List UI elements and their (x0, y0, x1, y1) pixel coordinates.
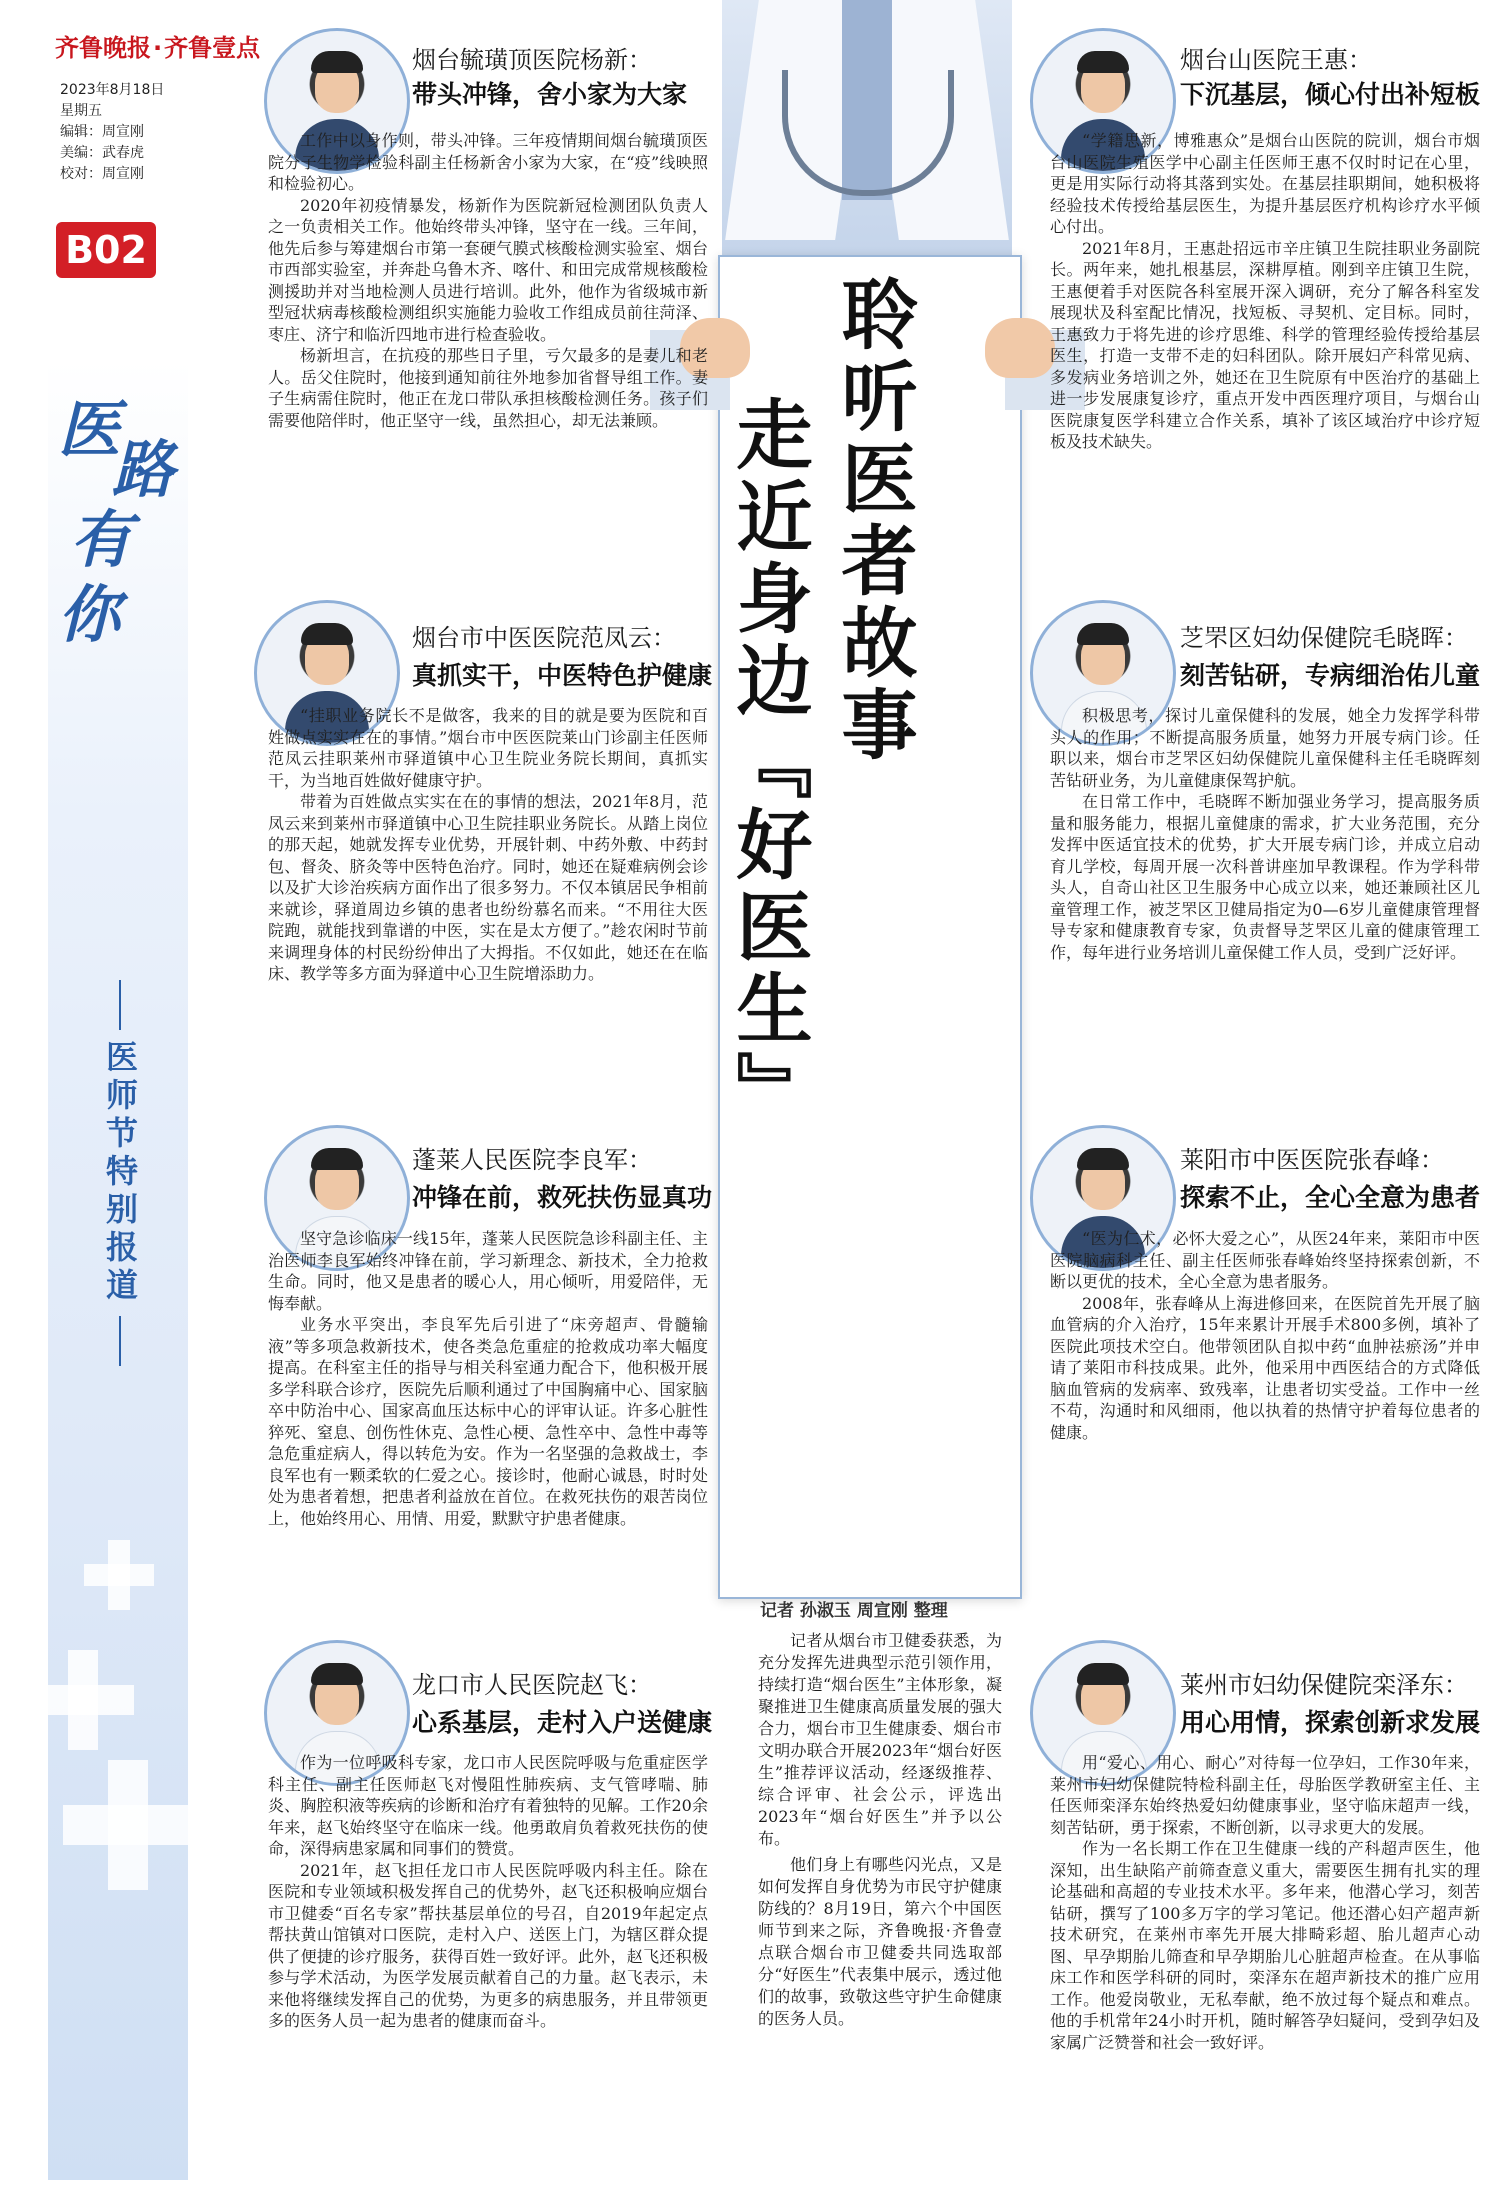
section-paragraph: 在日常工作中，毛晓晖不断加强业务学习，提高服务质量和服务能力，根据儿童健康的需求，扩大业务范围，充分发挥中医适宜技术的优势，扩大开展专病门诊，并成立启动育儿学校，每周开展一次科普讲座加早教课程。作为学科带头人，自奇山社区卫生服务中心成立以来，她还兼顾社区儿童管理工作，被芝罘区卫健局指定为0—6岁儿童健康管理督导专家和健康教育专家，负责督导芝罘区儿童的健康管理工作，每年进行业务培训儿童保健工作人员，受到广泛好评。 (1050, 792, 1480, 962)
reporters-credit: 记者 孙淑玉 周宣刚 整理 (760, 1601, 948, 1621)
masthead-brand: 齐鲁壹点 (164, 34, 261, 62)
proof-credit: 校对：周宣刚 (60, 166, 144, 182)
section-hospital: 莱阳市中医医院张春峰： (1180, 1146, 1444, 1174)
section-headline: 冲锋在前，救死扶伤显真功 (412, 1183, 713, 1212)
special-report-label (95, 980, 145, 1366)
designer-credit: 美编：武春虎 (60, 145, 144, 161)
section-paragraph: 带着为百姓做点实实在在的事情的想法，2021年8月，范凤云来到莱州市驿道镇中心卫生院挂职业务院长。从踏上岗位的那天起，她就发挥专业优势，开展针刺、中药外敷、中药封包、督灸、脐灸等中医特色治疗。同时，她还在疑难病例会诊以及扩大诊治疾病方面作出了很多努力。不仅本镇居民争相前来就诊，驿道周边乡镇的患者也纷纷慕名而来。“不用往大医院跑，就能找到靠谱的中医，实在是太方便了。”趁农闲时节前来调理身体的村民纷纷伸出了大拇指。不仅如此，她还在在临床、教学等多方面为驿道中心卫生院增添助力。 (268, 792, 708, 983)
section-paragraph: 工作中以身作则，带头冲锋。三年疫情期间烟台毓璜顶医院分子生物学检验科副主任杨新舍小家为大家，在“疫”线映照和检验初心。 (268, 131, 708, 193)
section-paragraph: 2021年8月，王惠赴招远市辛庄镇卫生院挂职业务副院长。两年来，她扎根基层，深耕厚植。刚到辛庄镇卫生院，王惠便着手对医院各科室展开深入调研，充分了解各科室发展现状及科室配比情况，找短板、寻契机、定目标。同时，王惠致力于将先进的诊疗思维、科学的管理经验传授给基层医生，打造一支带不走的妇科团队。除开展妇产科常见病、多发病业务培训之外，她还在卫生院原有中医治疗的基础上进一步发展康复诊疗，重点开发中西医理疗项目，与烟台山医院康复医学科建立合作关系，填补了该区域治疗中诊疗短板及技术缺失。 (1050, 238, 1480, 451)
section-hospital: 烟台山医院王惠： (1180, 46, 1372, 74)
issue-weekday: 星期五 (60, 103, 102, 119)
section-headline: 用心用情，探索创新求发展 (1180, 1708, 1481, 1737)
section-hospital: 烟台市中医医院范凤云： (412, 624, 676, 652)
section-paragraph: 坚守急诊临床一线15年，蓬莱人民医院急诊科副主任、主治医师李良军始终冲锋在前，学习新理念、新技术，全力抢救生命。同时，他又是患者的暖心人，用心倾听，用爱陪伴，无悔奉献。 (268, 1229, 708, 1313)
section-paragraph: 作为一名长期工作在卫生健康一线的产科超声医生，他深知，出生缺陷产前筛查意义重大，需要医生拥有扎实的理论基础和高超的专业技术水平。多年来，他潜心学习，刻苦钻研，撰写了100多万字的学习笔记。他还潜心妇产超声新技术研究，在莱州市率先开展大排畸彩超、胎儿超声心动图、早孕期胎儿筛查和早孕期胎儿心脏超声检查。在从事临床工作和医学科研的同时，栾泽东在超声新技术的推广应用工作。他爱岗敬业，无私奉献，绝不放过每个疑点和难点。他的手机常年24小时开机，随时解答孕妇疑问，受到孕妇及家属广泛赞誉和社会一致好评。 (1050, 1839, 1480, 2052)
section-paragraph: 作为一位呼吸科专家，龙口市人民医院呼吸与危重症医学科主任、副主任医师赵飞对慢阻性肺疾病、支气管哮喘、肺炎、胸腔积液等疾病的诊断和治疗有着独特的见解。工作20余年来，赵飞始终坚守在临床一线。他勇敢肩负着救死扶伤的使命，深得病患家属和同事们的赞赏。 (268, 1753, 708, 1858)
section-body (1050, 705, 1480, 963)
motto-char-2: 路 (112, 433, 175, 506)
section-headline: 带头冲锋，舍小家为大家 (412, 80, 688, 109)
special-report-text: 医师节特别报道 (101, 1040, 139, 1306)
section-body (268, 705, 708, 985)
section-hospital: 烟台毓璜顶医院杨新： (412, 46, 652, 74)
section-hospital: 蓬莱人民医院李良军： (412, 1146, 652, 1174)
section-paragraph: 用“爱心、用心、耐心”对待每一位孕妇，工作30年来，莱州市妇幼保健院特检科副主任，母胎医学教研室主任、主任医师栾泽东始终热爱妇幼健康事业，坚守临床超声一线，刻苦钻研，勇于探索，不断创新，以寻求更大的发展。 (1050, 1753, 1480, 1837)
section-paragraph: “挂职业务院长不是做客，我来的目的就是要为医院和百姓做点实实在在的事情。”烟台市中医医院莱山门诊副主任医师范凤云挂职莱州市驿道镇中心卫生院业务院长期间，真抓实干，为当地百姓做好健康守护。 (268, 706, 708, 790)
section-hospital: 莱州市妇幼保健院栾泽东： (1180, 1671, 1468, 1699)
section-paragraph: 2021年，赵飞担任龙口市人民医院呼吸内科主任。除在医院和专业领域积极发挥自己的优势外，赵飞还积极响应烟台市卫健委“百名专家”帮扶基层单位的号召，自2019年起定点帮扶黄山馆镇对口医院，走村入户、送医上门，为辖区群众提供了便捷的诊疗服务，获得百姓一致好评。此外，赵飞还积极参与学术活动，为医学发展贡献着自己的力量。赵飞表示，未来他将继续发挥自己的优势，为更多的病患服务，并且带领更多的医务人员一起为患者的健康而奋斗。 (268, 1860, 708, 2030)
section-body (268, 1228, 708, 1529)
section-paragraph: 2008年，张春峰从上海进修回来，在医院首先开展了脑血管病的介入治疗，15年来累计开展手术800多例，填补了医院此项技术空白。他带领团队自拟中药“血肿祛瘀汤”并申请了莱阳市科技成果。此外，他采用中西医结合的方式降低脑血管病的发病率、致残率，让患者切实受益。工作中一丝不苟，沟通时和风细雨，他以执着的热情守护着每位患者的健康。 (1050, 1293, 1480, 1442)
section-headline: 刻苦钻研，专病细治佑儿童 (1180, 661, 1481, 690)
section-hospital: 芝罘区妇幼保健院毛晓晖： (1180, 624, 1468, 652)
right-hand (985, 318, 1055, 378)
doctor-coat-illustration (722, 0, 1012, 260)
main-title-line1: 聆听医者故事 (829, 275, 918, 767)
motto-char-4: 你 (58, 578, 121, 651)
page-number-badge: B02 (56, 222, 156, 278)
intro-text (758, 1630, 1002, 2034)
section-paragraph: 2020年初疫情暴发，杨新作为医院新冠检测团队负责人之一负责相关工作。他始终带头冲锋，坚守在一线。三年间，他先后参与筹建烟台市第一套硬气膜式核酸检测实验室、烟台市西部实验室，并奔赴乌鲁木齐、喀什、和田完成常规核酸检测援助并对当地检测人员进行培训。此外，他作为省级城市新型冠状病毒核酸检测组织实施能力验收工作组成员前往菏泽、枣庄、济宁和临沂四地市进行检查验收。 (268, 195, 708, 344)
section-paragraph: 积极思考，探讨儿童保健科的发展，她全力发挥学科带头人的作用；不断提高服务质量，她努力开展专病门诊。任职以来，烟台市芝罘区妇幼保健院儿童保健科主任毛晓晖刻苦钻研业务，为儿童健康保驾护航。 (1050, 706, 1480, 790)
motto (50, 380, 190, 650)
motto-char-3: 有 (70, 503, 133, 576)
issue-date: 2023年8月18日 (60, 82, 165, 98)
section-hospital: 龙口市人民医院赵飞： (412, 1671, 652, 1699)
section-paragraph: 杨新坦言，在抗疫的那些日子里，亏欠最多的是妻儿和老人。岳父住院时，他接到通知前往外地参加省督导组工作。妻子生病需住院时，他正在龙口带队承担核酸检测任务。孩子们需要他陪伴时，他正坚守一线，虽然担心，却无法兼顾。 (268, 346, 708, 430)
masthead: 齐鲁晚报·齐鲁壹点 (55, 34, 261, 62)
section-headline: 心系基层，走村入户送健康 (412, 1708, 713, 1737)
section-headline: 下沉基层，倾心付出补短板 (1180, 80, 1481, 109)
section-headline: 探索不止，全心全意为患者 (1180, 1183, 1481, 1212)
section-paragraph: “医为仁术，必怀大爱之心”，从医24年来，莱阳市中医医院脑病科主任、副主任医师张春峰始终坚持探索创新，不断以更优的技术，全心全意为患者服务。 (1050, 1229, 1480, 1291)
masthead-paper: 齐鲁晚报 (55, 34, 151, 62)
section-paragraph: 业务水平突出，李良军先后引进了“床旁超声、骨髓输液”等多项急救新技术，使各类急危重症的抢救成功率大幅度提高。在科室主任的指导与相关科室通力配合下，他积极开展多学科联合诊疗，医院先后顺利通过了中国胸痛中心、国家脑卒中防治中心、国家高血压达标中心的评审认证。许多心脏性猝死、窒息、创伤性休克、急性心梗、急性卒中、急性中毒等急危重症病人，得以转危为安。作为一名坚强的急救战士，李良军也有一颗柔软的仁爱之心。接诊时，他耐心诚恳，时时处处为患者着想，把患者利益放在首位。在救死扶伤的艰苦岗位上，他始终用心、用情、用爱，默默守护患者健康。 (268, 1315, 708, 1528)
section-body (1050, 1228, 1480, 1443)
section-body (268, 1752, 708, 2032)
section-body (1050, 1752, 1480, 2053)
page-meta (60, 80, 164, 185)
section-body (1050, 130, 1480, 453)
motto-char-1: 医 (58, 393, 121, 466)
section-body (268, 130, 708, 431)
editor-credit: 编辑：周宣刚 (60, 124, 144, 140)
main-title-line2: 走近身边『好医生』 (724, 395, 813, 1133)
intro-paragraph: 他们身上有哪些闪光点，又是如何发挥自身优势为市民守护健康防线的？8月19日，第六个中国医师节到来之际，齐鲁晚报·齐鲁壹点联合烟台市卫健委共同选取部分“好医生”代表集中展示，透过他们的故事，致敬这些守护生命健康的医务人员。 (758, 1855, 1002, 2028)
intro-paragraph: 记者从烟台市卫健委获悉，为充分发挥先进典型示范引领作用，持续打造“烟台医生”主体形象，凝聚推进卫生健康高质量发展的强大合力，烟台市卫生健康委、烟台市文明办联合开展2023年“烟台好医生”推荐评议活动，经逐级推荐、综合评审、社会公示，评选出2023年“烟台好医生”并予以公布。 (758, 1631, 1002, 1848)
section-headline: 真抓实干，中医特色护健康 (412, 661, 713, 690)
section-paragraph: “学籍思新，博雅惠众”是烟台山医院的院训，烟台市烟台山医院生殖医学中心副主任医师王惠不仅时时记在心里，更是用实际行动将其落到实处。在基层挂职期间，她积极将经验技术传授给基层医生，为提升基层医疗机构诊疗水平倾心付出。 (1050, 131, 1480, 236)
